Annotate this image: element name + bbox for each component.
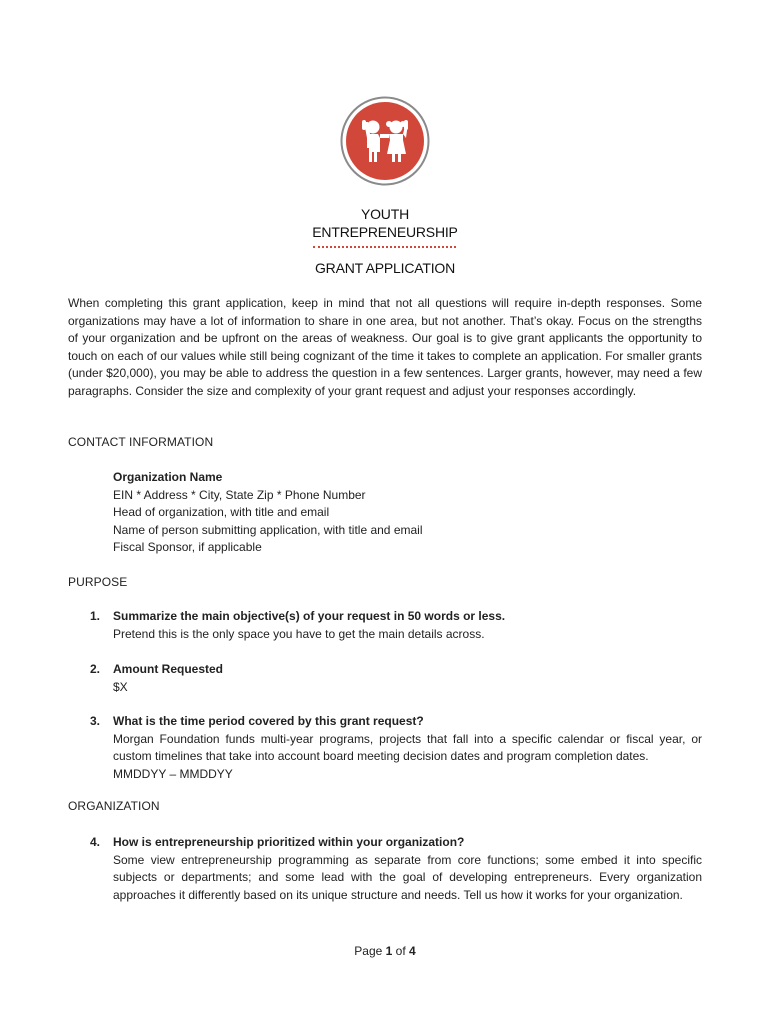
contact-line-sponsor: Fiscal Sponsor, if applicable: [113, 540, 262, 555]
question-description: Morgan Foundation funds multi-year programs, projects that fall into a specific calendar or fiscal year, or custom timelines that take into account board meeting decision dates and program completion dates.: [113, 731, 702, 764]
contact-line-submitter: Name of person submitting application, with title and email: [113, 522, 423, 537]
title-divider: [313, 246, 456, 248]
question-item: [68, 834, 702, 904]
section-heading-contact: CONTACT INFORMATION: [68, 435, 214, 449]
footer-of-word: of: [395, 944, 406, 958]
question-title: Amount Requested: [113, 662, 224, 676]
contact-block: [113, 469, 423, 557]
program-title-line1: YOUTH: [360, 206, 409, 222]
question-description: Pretend this is the only space you have to get the main details across.: [113, 626, 485, 641]
program-title: [0, 205, 770, 241]
question-item: [68, 713, 702, 783]
program-title-line2: ENTREPRENEURSHIP: [312, 224, 458, 240]
question-description: $X: [113, 679, 128, 694]
document-subtitle: GRANT APPLICATION: [314, 260, 455, 276]
contact-line-ein: EIN * Address * City, State Zip * Phone Number: [113, 487, 366, 502]
page-footer: [0, 944, 770, 958]
question-number: 3.: [90, 714, 101, 728]
footer-total-pages: 4: [409, 944, 416, 958]
org-name-label: Organization Name: [113, 470, 223, 484]
question-title: How is entrepreneurship prioritized within your organization?: [113, 835, 465, 849]
question-item: [68, 661, 702, 696]
question-number: 2.: [90, 662, 101, 676]
footer-current-page: 1: [385, 944, 393, 958]
question-item: [68, 608, 702, 643]
date-range-placeholder: MMDDYY – MMDDYY: [113, 766, 233, 781]
children-holding-hands-icon: [340, 96, 430, 186]
question-description: Some view entrepreneurship programming as separate from core functions; some embed it into specific subjects or departments; and some lead with the goal of developing entrepreneurs. Every organization approaches it differently based on its unique structure and needs. Tell us how it works for your organization.: [113, 852, 702, 902]
question-number: 1.: [90, 609, 101, 623]
contact-line-head: Head of organization, with title and email: [113, 505, 330, 520]
question-title: Summarize the main objective(s) of your request in 50 words or less.: [113, 609, 506, 623]
intro-paragraph: When completing this grant application, keep in mind that not all questions will require in-depth responses. Some organizations may have a lot of information to share in one area, but not another. That’s okay. Focus on the strengths of your organization and be upfront on the areas of weakness. Our goal is to give grant applicants the opportunity to touch on each of our values while still being cognizant of the time it takes to complete an application. For smaller grants (under $20,000), you may be able to address the question in a few sentences. Larger grants, however, may need a few paragraphs. Consider the size and complexity of your grant request and adjust your responses accordingly.: [68, 296, 702, 398]
question-title: What is the time period covered by this grant request?: [113, 714, 424, 728]
question-number: 4.: [90, 835, 101, 849]
section-heading-purpose: PURPOSE: [68, 575, 128, 589]
section-heading-organization: ORGANIZATION: [68, 799, 160, 813]
footer-page-word: Page: [354, 944, 383, 958]
